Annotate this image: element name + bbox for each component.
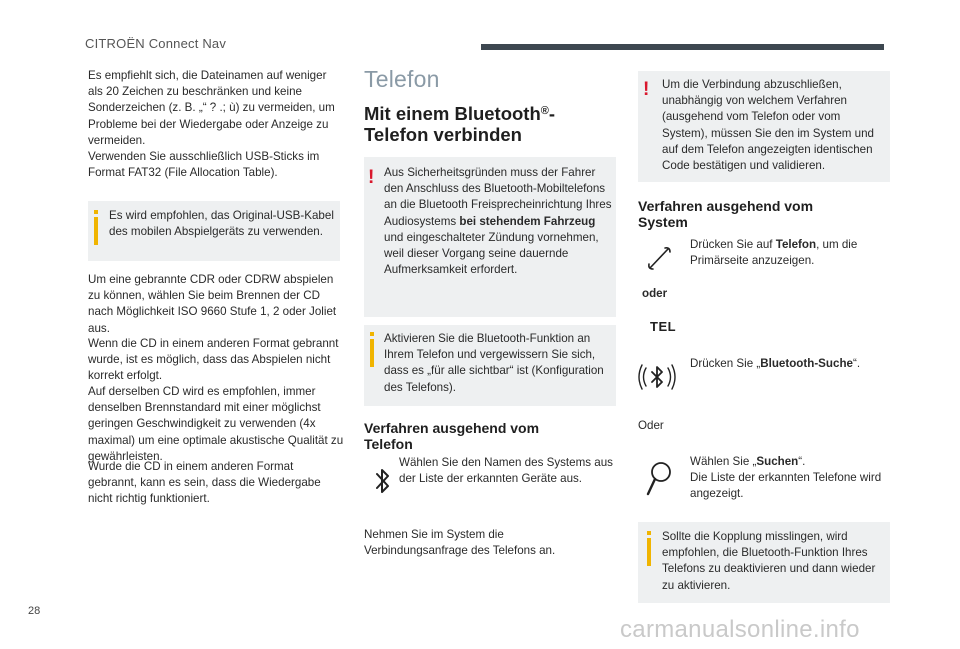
warning-text: Um die Verbindung abzuschließen, unabhängig von welchem Verfahren (ausgehend vom Telefon oder vom System), müssen Sie den im System und auf dem Telefon angezeigten identischen Code bestätigen und validieren. (662, 78, 874, 173)
info-icon (647, 538, 651, 566)
info-box-usb-cable (88, 201, 340, 261)
warning-text-a: Aus Sicherheitsgründen muss der Fahrer den Anschluss des Bluetooth-Mobiltelefons an die Bluetooth Freisprecheinrichtung Ihres Audiosystems (384, 166, 612, 228)
header-bar (481, 44, 884, 50)
oder-label: Oder (638, 419, 664, 432)
heading-dash: - (548, 103, 556, 124)
heading-line2: Telefon verbinden (364, 124, 522, 145)
running-header: CITROËN Connect Nav (85, 36, 227, 51)
step3-a: Wählen Sie „ (690, 455, 757, 468)
warning-icon: ! (643, 79, 650, 100)
heading-connect-bluetooth (364, 103, 624, 145)
bluetooth-search-icon (637, 358, 677, 398)
page-number: 28 (28, 605, 41, 617)
step2-bold: Bluetooth-Suche (760, 357, 853, 370)
paragraph-cdr: Um eine gebrannte CDR oder CDRW abspielen zu können, wählen Sie beim Brennen der CD nach Möglichkeit ISO 9660 Stufe 1, 2 oder Joliet aus. (88, 273, 337, 335)
paragraph-usb-format: Verwenden Sie ausschließlich USB-Sticks im Format FAT32 (File Allocation Table). (88, 150, 320, 180)
paragraph-other-format: Wenn die CD in einem anderen Format gebrannt wurde, ist es möglich, dass das Abspielen nicht korrekt erfolgt. (88, 337, 339, 383)
step1-a: Drücken Sie auf (690, 238, 776, 251)
step2-a: Drücken Sie „ (690, 357, 761, 370)
step3-b: “. (798, 455, 806, 468)
info-text: Sollte die Kopplung misslingen, wird empfohlen, die Bluetooth-Funktion Ihres Telefons zu deaktivieren und dann wieder zu aktivieren. (662, 530, 876, 592)
step1-bold: Telefon (775, 238, 817, 251)
section-title: Telefon (364, 66, 440, 92)
oder-bold-label: oder (642, 287, 668, 300)
step-press-telefon (690, 237, 890, 269)
step-select-system: Wählen Sie den Namen des Systems aus der Liste der erkannten Geräte aus. (399, 456, 613, 486)
paragraph-burn-standard: Auf derselben CD wird es empfohlen, immer denselben Brennstandard mit einer möglichst geringen Geschwindigkeit zu verwenden (4x maximal) um eine optimale akustische Qualität zu gewährleisten. (88, 385, 344, 463)
info-text: Aktivieren Sie die Bluetooth-Funktion an Ihrem Telefon und vergewissern Sie sich, dass es „für alle sichtbar“ ist (Konfiguration des Telefons). (384, 332, 604, 394)
warning-box-safety (364, 157, 616, 317)
info-text: Es wird empfohlen, das Original-USB-Kabel des mobilen Abspielgeräts zu verwenden. (109, 209, 334, 239)
info-box-activate-bluetooth (364, 325, 616, 406)
info-icon (370, 339, 374, 367)
step-search (690, 454, 890, 503)
step3-line2: Die Liste der erkannten Telefone wird angezeigt. (690, 471, 882, 501)
paragraph-accept-request: Nehmen Sie im System die Verbindungsanfrage des Telefons an. (364, 528, 556, 558)
step3-bold: Suchen (756, 455, 799, 468)
paragraph-filenames: Es empfiehlt sich, die Dateinamen auf weniger als 20 Zeichen zu beschränken und keine Sonderzeichen (z. B. „“ ? .; ù) zu vermeiden, um Probleme bei der Wiedergabe oder Anzeige zu vermeiden. (88, 69, 335, 147)
search-icon (644, 459, 674, 499)
info-box-pairing-failed (638, 522, 890, 603)
heading-line1: Mit einem Bluetooth (364, 103, 541, 124)
warning-icon: ! (368, 167, 375, 188)
warning-text (384, 165, 612, 278)
phone-icon (644, 243, 674, 273)
heading-from-system: Verfahren ausgehend vom System (638, 198, 814, 230)
warning-text-b: und eingeschalteter Zündung vornehmen, weil dieser Vorgang seine dauernde Aufmerksamkeit erfordert. (384, 230, 599, 277)
warning-box-code (638, 71, 890, 182)
info-icon (94, 217, 98, 245)
step1-b: , um die Primärseite anzuzeigen. (690, 238, 858, 268)
heading-from-phone: Verfahren ausgehend vom Telefon (364, 420, 540, 452)
watermark: carmanualsonline.info (620, 616, 860, 643)
paragraph-playback: Wurde die CD in einem anderen Format gebrannt, kann es sein, dass die Wiedergabe nicht richtig funktioniert. (88, 460, 321, 506)
registered-mark: ® (540, 105, 549, 117)
warning-text-bold: bei stehendem Fahrzeug (459, 214, 596, 228)
step2-b: “. (852, 357, 861, 370)
step-bluetooth-search (690, 356, 890, 372)
bluetooth-icon (373, 465, 393, 497)
tel-button-label: TEL (650, 319, 677, 334)
